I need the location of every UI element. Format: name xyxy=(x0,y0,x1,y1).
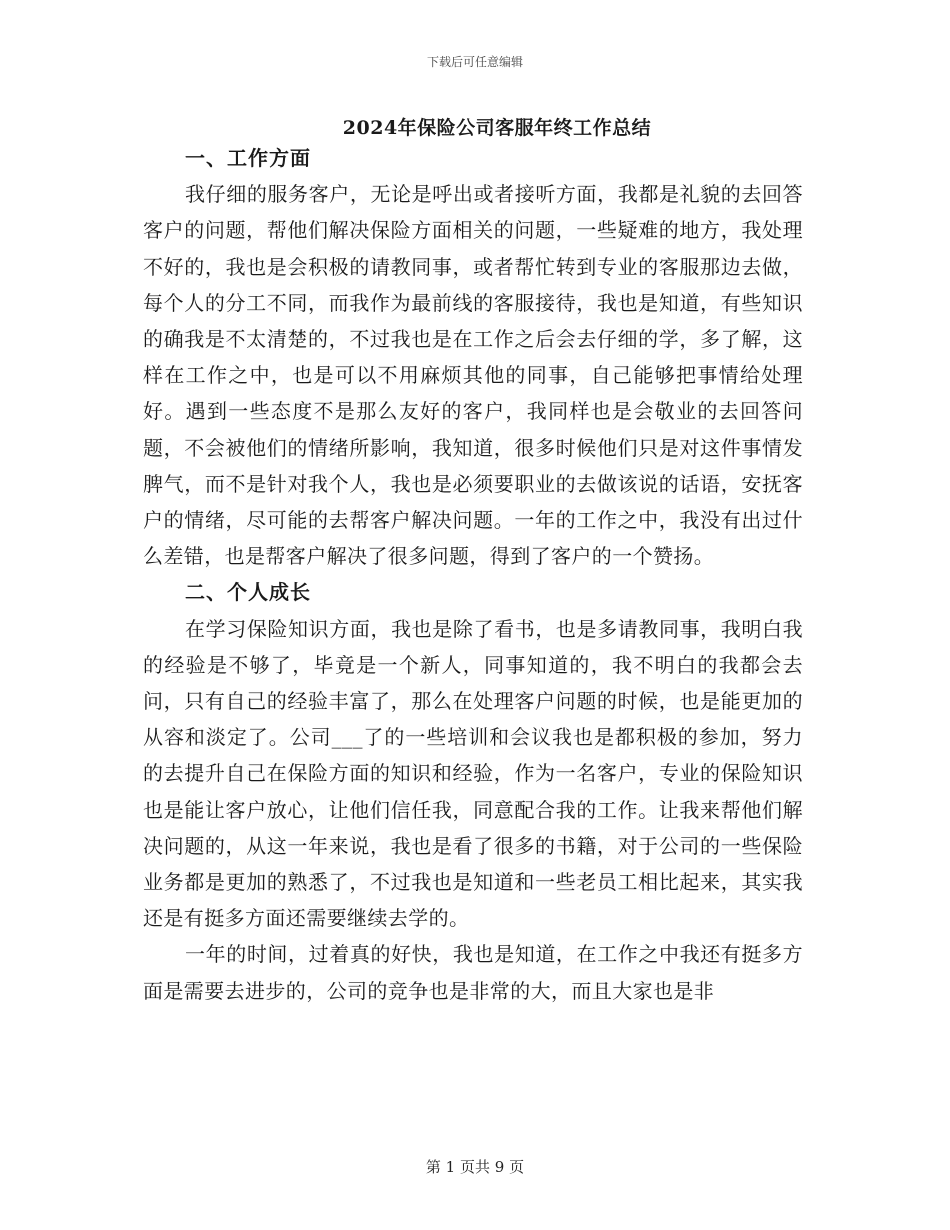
paragraph-growth-1: 在学习保险知识方面，我也是除了看书，也是多请教同事，我明白我的经验是不够了，毕竟是一个新人，同事知道的，我不明白的我都会去问，只有自己的经验丰富了，那么在处理客户问题的时候，也是能更加的从容和淡定了。公司___了的一些培训和会议我也是都积极的参加，努力的去提升自己在保险方面的知识和经验，作为一名客户，专业的保险知识也是能让客户放心，让他们信任我，同意配合我的工作。让我来帮他们解决问题的，从这一年来说，我也是看了很多的书籍，对于公司的一些保险业务都是更加的熟悉了，不过我也是知道和一些老员工相比起来，其实我还是有挺多方面还需要继续去学的。 xyxy=(143,616,803,931)
paragraph-growth-2: 一年的时间，过着真的好快，我也是知道，在工作之中我还有挺多方面是需要去进步的，公司的竞争也是非常的大，而且大家也是非 xyxy=(143,942,803,1003)
paragraph-work: 我仔细的服务客户，无论是呼出或者接听方面，我都是礼貌的去回答客户的问题，帮他们解决保险方面相关的问题，一些疑难的地方，我处理不好的，我也是会积极的请教同事，或者帮忙转到专业的客服那边去做，每个人的分工不同，而我作为最前线的客服接待，我也是知道，有些知识的确我是不太清楚的，不过我也是在工作之后会去仔细的学，多了解，这样在工作之中，也是可以不用麻烦其他的同事，自己能够把事情给处理好。遇到一些态度不是那么友好的客户，我同样也是会敬业的去回答问题，不会被他们的情绪所影响，我知道，很多时候他们只是对这件事情发脾气，而不是针对我个人，我也是必须要职业的去做该说的话语，安抚客户的情绪，尽可能的去帮客户解决问题。一年的工作之中，我没有出过什么差错，也是帮客户解决了很多问题，得到了客户的一个赞扬。 xyxy=(143,182,803,569)
document-title: 2024年保险公司客服年终工作总结 xyxy=(342,117,652,139)
document-body xyxy=(143,140,803,1009)
header-note: 下载后可任意编辑 xyxy=(426,55,523,69)
page-number: 第 1 页共 9 页 xyxy=(425,1158,525,1176)
section-heading-work: 一、工作方面 xyxy=(185,146,311,170)
section-heading-growth: 二、个人成长 xyxy=(185,580,311,605)
